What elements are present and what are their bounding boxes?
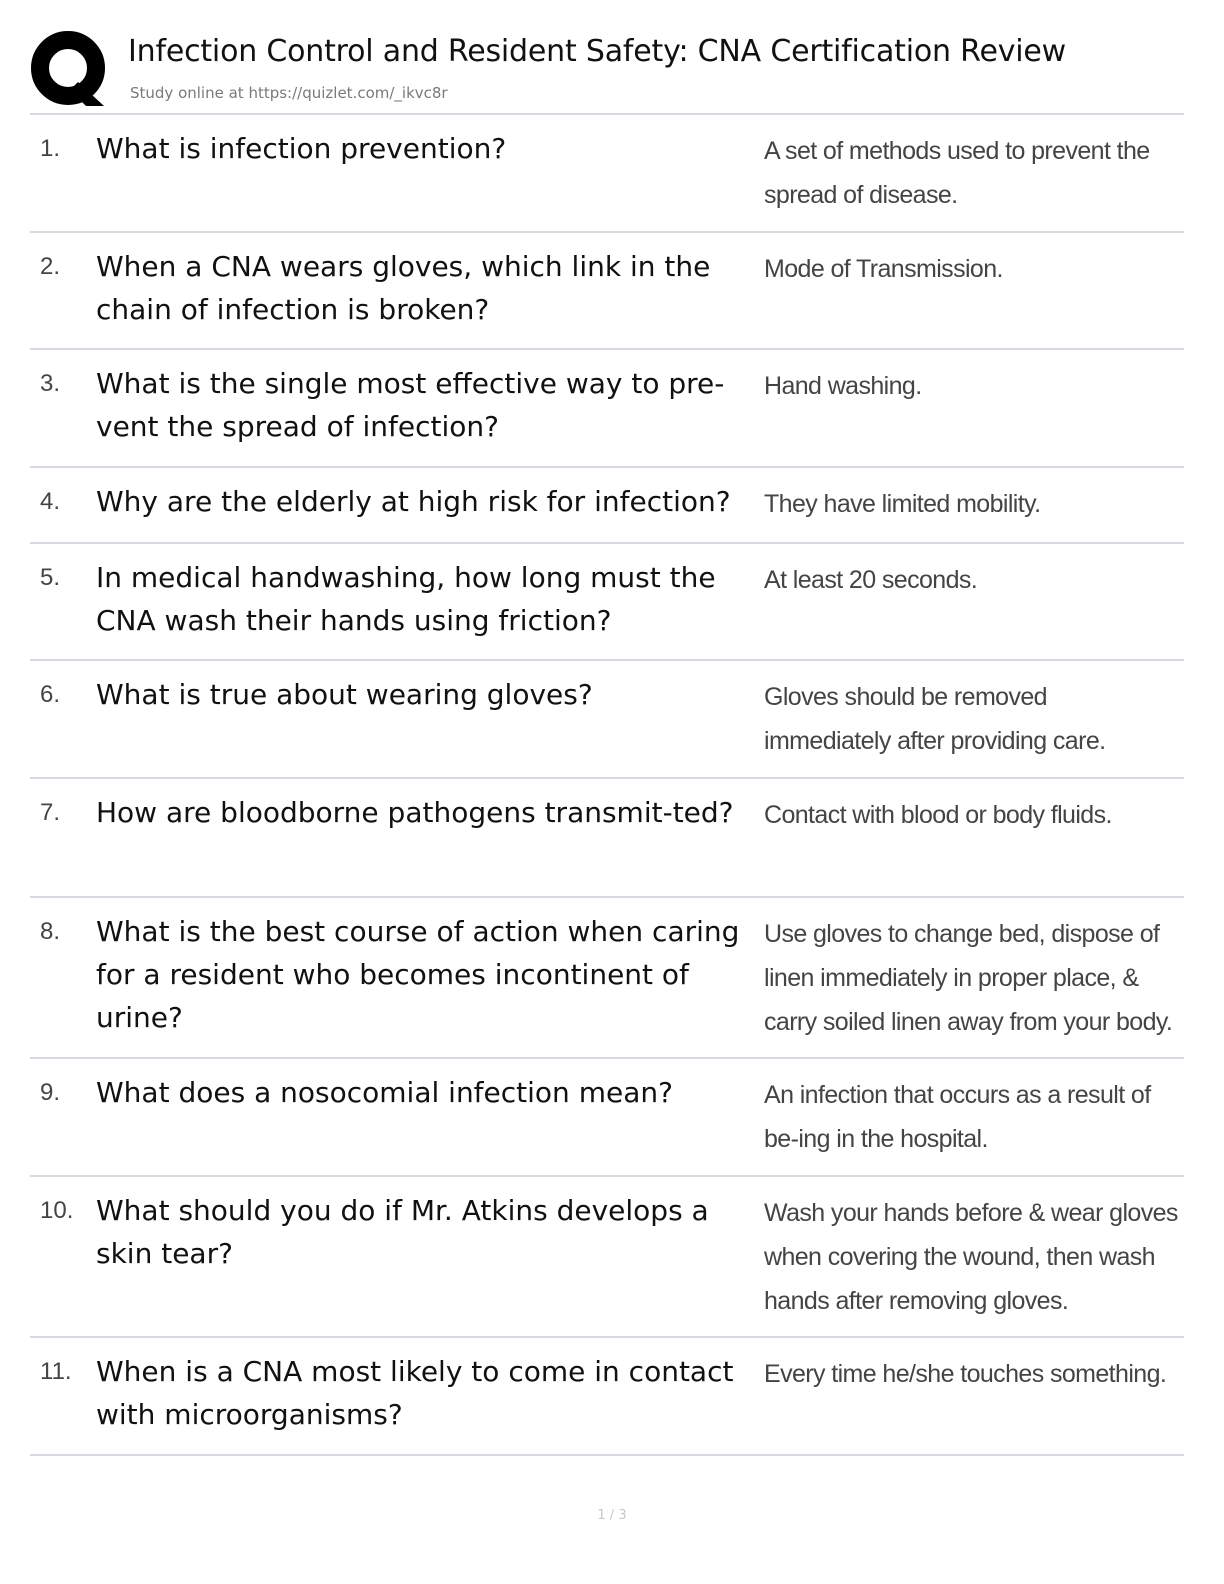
flashcard-row (30, 1177, 1184, 1338)
card-number: 11. (40, 1358, 72, 1385)
card-number: 7. (40, 799, 61, 826)
card-number: 6. (40, 681, 61, 708)
card-term: How are bloodborne pathogens transmit-ted? (96, 796, 734, 829)
card-definition: Gloves should be removed immediately after providing care. (764, 683, 1106, 755)
card-definition: A set of methods used to prevent the spread of disease. (764, 137, 1150, 209)
card-term: What should you do if Mr. Atkins develops a skin tear? (96, 1194, 709, 1270)
card-term: What is true about wearing gloves? (96, 678, 593, 711)
study-online-link[interactable]: Study online at https://quizlet.com/_ikvc8r (130, 84, 448, 102)
card-definition: At least 20 seconds. (764, 566, 978, 594)
card-term: When a CNA wears gloves, which link in the chain of infection is broken? (96, 250, 711, 326)
flashcard-row (30, 661, 1184, 779)
card-number: 8. (40, 918, 61, 945)
card-definition: Contact with blood or body fluids. (764, 801, 1112, 829)
flashcard-row (30, 115, 1184, 233)
card-term: What is the single most effective way to pre-vent the spread of infection? (96, 367, 725, 443)
flashcard-row (30, 544, 1184, 661)
card-definition: Hand washing. (764, 372, 922, 400)
card-definition: An infection that occurs as a result of be-ing in the hospital. (764, 1081, 1151, 1153)
card-definition: Mode of Transmission. (764, 255, 1003, 283)
card-definition: Wash your hands before & wear gloves when covering the wound, then wash hands after removing gloves. (764, 1199, 1178, 1315)
header (0, 0, 1224, 116)
flashcard-row (30, 779, 1184, 898)
card-definition: Use gloves to change bed, dispose of linen immediately in proper place, & carry soiled linen away from your body. (764, 920, 1173, 1036)
card-number: 5. (40, 564, 61, 591)
card-number: 3. (40, 370, 61, 397)
quizlet-logo-icon (30, 30, 110, 108)
card-number: 2. (40, 253, 61, 280)
card-definition: Every time he/she touches something. (764, 1360, 1167, 1388)
page-title: Infection Control and Resident Safety: CNA Certification Review (128, 34, 1066, 69)
card-term: What is the best course of action when caring for a resident who becomes incontinent of urine? (96, 915, 740, 1034)
flashcard-row (30, 1338, 1184, 1456)
card-term: In medical handwashing, how long must the CNA wash their hands using friction? (96, 561, 716, 637)
card-number: 4. (40, 488, 61, 515)
card-definition: They have limited mobility. (764, 490, 1041, 518)
flashcard-row (30, 1059, 1184, 1177)
card-term: Why are the elderly at high risk for infection? (96, 485, 731, 518)
card-term: What does a nosocomial infection mean? (96, 1076, 673, 1109)
flashcard-row (30, 898, 1184, 1059)
page-number: 1 / 3 (597, 1508, 627, 1523)
card-term: What is infection prevention? (96, 132, 507, 165)
card-term: When is a CNA most likely to come in contact with microorganisms? (96, 1355, 734, 1431)
flashcard-row (30, 350, 1184, 468)
flashcard-row (30, 468, 1184, 544)
card-number: 1. (40, 135, 61, 162)
card-number: 9. (40, 1079, 61, 1106)
card-number: 10. (40, 1197, 74, 1224)
flashcard-row (30, 233, 1184, 350)
